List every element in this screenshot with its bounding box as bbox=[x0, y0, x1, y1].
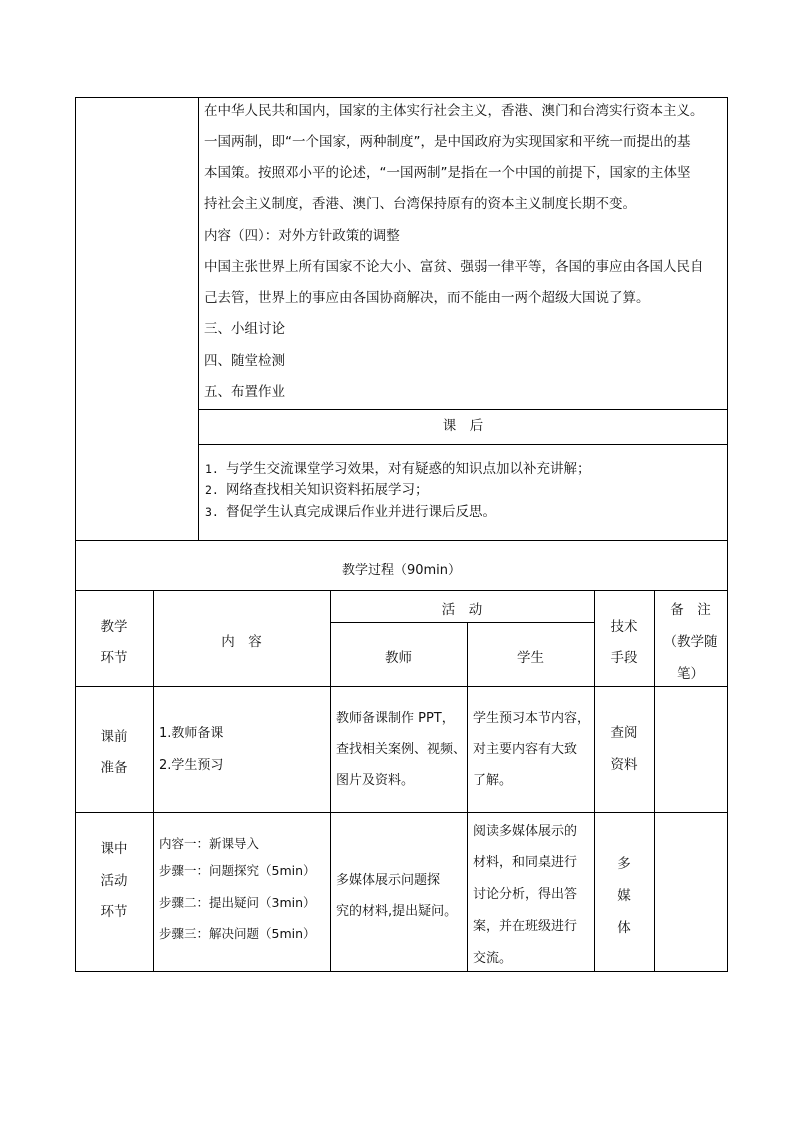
col-divider-2 bbox=[330, 590, 331, 972]
row1-student-line-1: 学生预习本节内容， bbox=[473, 711, 591, 726]
row2-stage-line-1: 课中 bbox=[100, 841, 128, 857]
row1-student-line-3: 了解。 bbox=[473, 773, 513, 788]
upper-line-2: 一国两制，即“一个国家，两种制度”，是中国政府为实现国家和平统一而提出的基 bbox=[204, 134, 691, 150]
header-teacher: 教师 bbox=[385, 650, 412, 666]
row1-content-line-2: 2.学生预习 bbox=[159, 758, 224, 773]
row2-content-line-1: 内容一：新课导入 bbox=[159, 836, 260, 851]
row1-teacher-line-2: 查找相关案例、视频、 bbox=[336, 742, 467, 757]
after-class-item-3: 督促学生认真完成课后作业并进行课后反思。 bbox=[226, 504, 496, 520]
row2-content-line-3: 步骤二：提出疑问（3min） bbox=[159, 895, 316, 910]
header-content: 内 容 bbox=[221, 634, 262, 650]
row1-content-line-1: 1.教师备课 bbox=[159, 726, 224, 741]
process-title-bottom-line bbox=[75, 590, 728, 591]
after-class-heading-line bbox=[198, 444, 728, 445]
upper-line-8: 三、小组讨论 bbox=[204, 321, 285, 337]
row1-stage-line-1: 课前 bbox=[100, 729, 128, 745]
row2-stage-line-2: 活动 bbox=[100, 873, 128, 889]
row2-stage-line-3: 环节 bbox=[100, 904, 128, 920]
upper-line-9: 四、随堂检测 bbox=[204, 353, 285, 369]
upper-section-bottom-line bbox=[75, 540, 728, 541]
header-remark-line-1: 备 注 bbox=[670, 602, 711, 618]
header-activity: 活 动 bbox=[441, 602, 483, 618]
row2-content-line-2: 步骤一：问题探究（5min） bbox=[159, 863, 316, 878]
row1-student-line-2: 对主要内容有大致 bbox=[473, 742, 578, 757]
row2-tech-line-1: 多 bbox=[617, 856, 631, 872]
after-class-item-2: 网络查找相关知识资料拓展学习； bbox=[226, 482, 429, 498]
after-class-num-3: 3. bbox=[205, 505, 219, 519]
row2-student-line-2: 材料，和同桌进行 bbox=[473, 855, 578, 870]
header-bottom-line bbox=[75, 686, 728, 687]
row1-stage-line-2: 准备 bbox=[100, 760, 128, 776]
row2-content-line-4: 步骤三：解决问题（5min） bbox=[159, 926, 316, 941]
row1-tech-line-2: 资料 bbox=[610, 757, 638, 773]
header-stage-line-2: 环节 bbox=[100, 650, 128, 666]
upper-line-6: 中国主张世界上所有国家不论大小、富贫、强弱一律平等，各国的事应由各国人民自 bbox=[204, 259, 704, 275]
table-border-top bbox=[75, 97, 728, 98]
row2-tech-line-3: 体 bbox=[617, 920, 631, 936]
row2-student-line-1: 阅读多媒体展示的 bbox=[473, 824, 578, 839]
upper-line-4: 持社会主义制度，香港、澳门、台湾保持原有的资本主义制度长期不变。 bbox=[204, 196, 636, 212]
after-class-item-1: 与学生交流课堂学习效果，对有疑惑的知识点加以补充讲解； bbox=[226, 461, 591, 477]
row1-teacher-line-3: 图片及资料。 bbox=[336, 773, 415, 788]
upper-line-5: 内容（四）：对外方针政策的调整 bbox=[204, 228, 400, 244]
header-stage-line-1: 教学 bbox=[100, 619, 128, 635]
header-tech-line-2: 手段 bbox=[610, 650, 638, 666]
upper-line-10: 五、布置作业 bbox=[204, 384, 285, 400]
header-remark-line-3: 笔） bbox=[677, 666, 704, 682]
row1-teacher-line-1: 教师备课制作 PPT， bbox=[336, 711, 455, 726]
upper-line-3: 本国策。按照邓小平的论述，“一国两制”是指在一个中国的前提下，国家的主体坚 bbox=[204, 165, 691, 181]
after-class-num-1: 1. bbox=[205, 462, 219, 476]
row2-teacher-line-1: 多媒体展示问题探 bbox=[336, 873, 441, 888]
upper-left-divider bbox=[198, 97, 199, 540]
header-remark-line-2: （教学随 bbox=[663, 634, 718, 650]
upper-line-7: 己去管，世界上的事应由各国协商解决，而不能由一两个超级大国说了算。 bbox=[204, 290, 650, 306]
upper-line-1: 在中华人民共和国内，国家的主体实行社会主义，香港、澳门和台湾实行资本主义。 bbox=[204, 103, 704, 119]
after-class-num-2: 2. bbox=[205, 483, 219, 497]
row-1-bottom-line bbox=[75, 812, 728, 813]
row2-student-line-3: 讨论分析，得出答 bbox=[473, 887, 578, 902]
process-title: 教学过程（90min） bbox=[341, 563, 462, 578]
header-student: 学生 bbox=[517, 650, 544, 666]
after-class-heading: 课 后 bbox=[442, 418, 484, 434]
row1-tech-line-1: 查阅 bbox=[610, 725, 638, 741]
header-tech-line-1: 技术 bbox=[610, 619, 638, 635]
row2-student-line-5: 交流。 bbox=[473, 951, 513, 966]
row2-teacher-line-2: 究的材料,提出疑问。 bbox=[336, 904, 458, 919]
table-border-bottom bbox=[75, 971, 728, 972]
after-class-top-line bbox=[198, 409, 728, 410]
activity-sub-header-line bbox=[330, 622, 595, 623]
col-divider-4 bbox=[594, 590, 595, 972]
table-border-right bbox=[727, 97, 728, 972]
col-divider-3 bbox=[467, 622, 468, 972]
table-border-left bbox=[75, 97, 76, 972]
row2-student-line-4: 案，并在班级进行 bbox=[473, 919, 578, 934]
row2-tech-line-2: 媒 bbox=[617, 888, 631, 904]
